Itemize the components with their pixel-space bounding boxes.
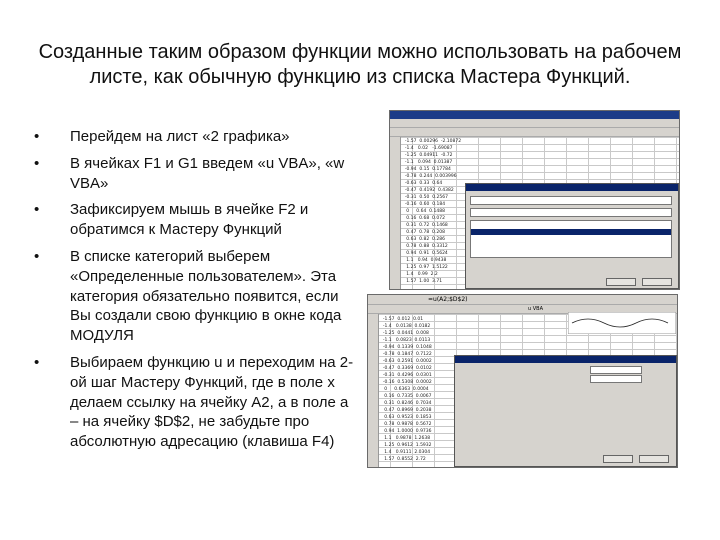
category-select[interactable] (470, 208, 672, 217)
function-arguments-dialog (454, 355, 677, 467)
excel-cells: -1.57 0.00296 -2.10872 -1.4 0.02 -1.69087 -1.25 0.04911 -0.72 -1.1 0.094 0.01387 -0.94 0.15 0.17784 -0.78 0.244 0.003996 -0.63 0.33 0.64 -0.47 0.4192 0.4382 -0.31 0.50 0.2567 -0.16 0.60 0.184 0 0.64 0.1488 0.16 0.68 0.072 0.31 0.72 0.1468 0.47 0.78 0.208 0.63 0.82 0.286 0.78 0.88 0.3312 0.94 0.91 0.5624 1.1 0.94 0.9438 1.25 0.97 1.5122 1.4 0.99 2.2 1.57 1.00 3.71 (404, 139, 462, 284)
bullet-item (28, 200, 358, 240)
function-wizard-dialog (465, 183, 679, 289)
cancel-button[interactable] (639, 455, 669, 463)
bullet-item (28, 154, 358, 194)
ok-button[interactable] (603, 455, 633, 463)
bullet-list (28, 127, 358, 459)
category-list[interactable] (470, 220, 672, 258)
excel-titlebar (390, 111, 679, 119)
bullet-item (28, 247, 358, 346)
excel-formula-bar (368, 295, 677, 305)
bullet-text: В списке категорий выберем «Определенные пользователем». Эта категория обязательно появится, если Вы создали свою функцию в окне кода МОДУЛЯ (70, 247, 342, 345)
excel-screenshot-function-wizard (389, 110, 680, 290)
bullet-marker: • (34, 128, 40, 145)
function-search-field[interactable] (470, 196, 672, 205)
dialog-titlebar (466, 184, 678, 191)
bullet-text: Выбираем функцию u и переходим на 2-ой шаг Мастеру Функций, где в поле x делаем ссылку на ячейку A2, а в поле a – на ячейку $D$2, не забудьте про абсолютную адресацию (клавиша F4) (70, 353, 354, 451)
bullet-text: Перейдем на лист «2 графика» (70, 128, 290, 145)
cancel-button[interactable] (642, 278, 672, 286)
bullet-marker: • (34, 353, 40, 371)
excel-screenshot-function-arguments (367, 294, 678, 468)
bullet-item (28, 127, 358, 147)
excel-formula-bar (390, 128, 679, 137)
excel-row-headers (368, 314, 379, 467)
bullet-text: Зафиксируем мышь в ячейке F2 и обратимся к Мастеру Функций (70, 201, 309, 239)
bullet-text: В ячейках F1 и G1 введем «u VBA», «w VBA» (70, 154, 345, 192)
argument-a-field[interactable] (590, 375, 642, 383)
dialog-titlebar (455, 356, 676, 363)
formula-text: =u(A2;$D$2) (428, 296, 468, 303)
excel-cells: -1.57 0.012 0.01 -1.4 0.0138 0.0182 -1.25 0.0441 0.008 -1.1 0.0823 0.0113 -0.94 0.1339 0.1048 -0.78 0.1847 0.7122 -0.63 0.2591 0.0002 -0.47 0.3369 0.0102 -0.31 0.4296 0.0301 -0.16 0.5308 0.0002 0 0.6363 0.0004 0.16 0.7335 0.0067 0.31 0.8246 0.7034 0.47 0.8969 0.2038 0.63 0.9523 0.1853 0.78 0.9878 0.5672 0.94 1.0000 0.9736 1.1 0.9878 1.2638 1.25 0.9612 1.5932 1.4 0.9111 2.0304 1.57 0.8552 2.72 (382, 317, 432, 462)
column-label: u VBA (528, 306, 544, 312)
bullet-item (28, 353, 358, 452)
ok-button[interactable] (606, 278, 636, 286)
argument-x-field[interactable] (590, 366, 642, 374)
bullet-marker: • (34, 201, 40, 219)
bullet-marker: • (34, 154, 40, 172)
excel-row-headers (390, 137, 401, 289)
excel-toolbar (390, 119, 679, 128)
slide-title: Созданные таким образом функции можно использовать на рабочем листе, как обычную функцию из списка Мастера Функций. (38, 41, 682, 88)
bullet-marker: • (34, 247, 40, 265)
category-selected[interactable] (471, 229, 671, 235)
formula-image (568, 312, 676, 334)
